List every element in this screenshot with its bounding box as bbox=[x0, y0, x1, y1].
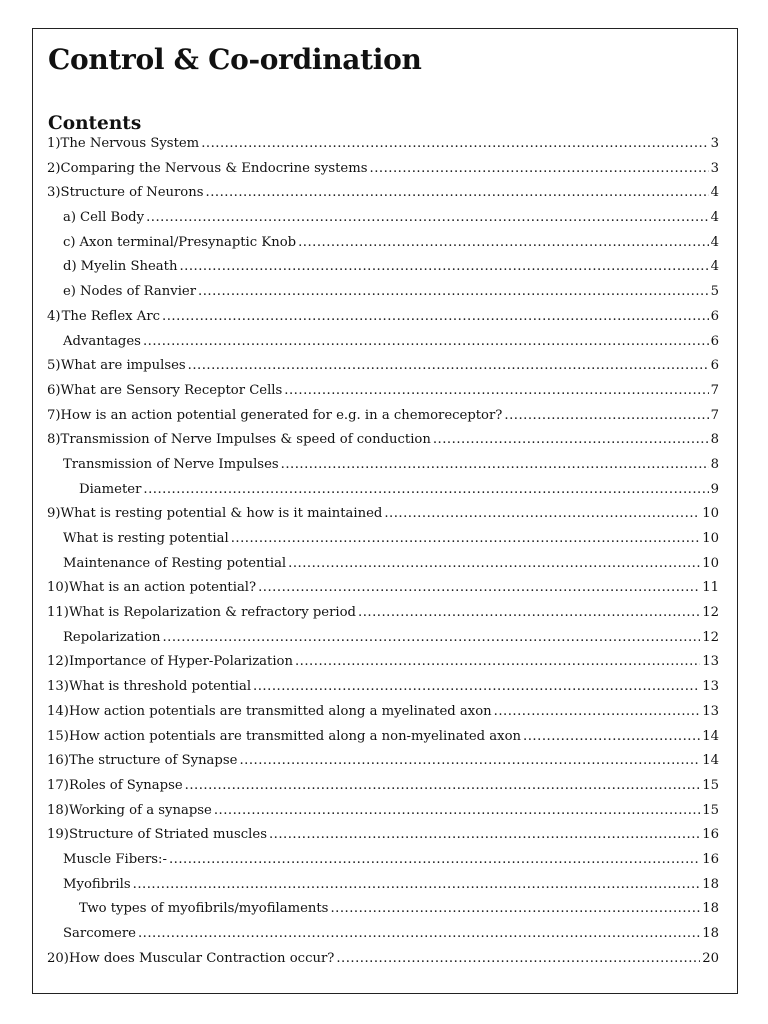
toc-entry-number: 1) bbox=[47, 136, 61, 151]
toc-entry-label: Advantages bbox=[63, 333, 141, 349]
toc-entry-label: How does Muscular Contraction occur? bbox=[68, 950, 335, 966]
toc-entry-page-number: 16 bbox=[702, 827, 719, 843]
toc-dot-leader bbox=[494, 700, 701, 725]
toc-entry[interactable] bbox=[33, 305, 739, 330]
toc-dot-leader bbox=[433, 428, 709, 453]
toc-entry-page-number: 14 bbox=[702, 753, 719, 769]
toc-dot-leader bbox=[214, 799, 700, 824]
toc-entry-page-number: 6 bbox=[710, 308, 719, 324]
toc-entry[interactable] bbox=[33, 379, 739, 404]
toc-entry-number: 2) bbox=[47, 160, 61, 176]
toc-entry-page-number: 13 bbox=[702, 654, 719, 670]
toc-entry-page-number: 7 bbox=[710, 407, 719, 423]
toc-entry-page-number: 10 bbox=[702, 531, 719, 546]
toc-dot-leader bbox=[384, 502, 700, 527]
toc-entry-page-number: 8 bbox=[710, 432, 719, 448]
toc-entry-label: What is threshold potential bbox=[68, 679, 252, 695]
toc-entry-label: What is resting potential bbox=[63, 531, 229, 546]
toc-entry-number: 9) bbox=[47, 506, 61, 522]
toc-entry-page-number: 15 bbox=[702, 802, 719, 818]
toc-entry-label: Roles of Synapse bbox=[68, 777, 183, 793]
toc-dot-leader bbox=[133, 873, 701, 898]
toc-dot-leader bbox=[284, 379, 708, 404]
document-title: Control & Co-ordination bbox=[48, 43, 422, 76]
toc-entry-label: Structure of Striated muscles bbox=[68, 827, 267, 843]
toc-entry-page-number: 20 bbox=[702, 950, 719, 966]
toc-dot-leader bbox=[258, 576, 700, 601]
toc-entry[interactable] bbox=[33, 675, 739, 700]
toc-entry-number: a) bbox=[63, 210, 77, 226]
contents-heading: Contents bbox=[48, 113, 142, 134]
toc-dot-leader bbox=[138, 922, 700, 947]
toc-entry[interactable] bbox=[33, 206, 739, 231]
toc-entry-label: How action potentials are transmitted along a non-myelinated axon bbox=[68, 728, 522, 744]
toc-entry-page-number: 15 bbox=[702, 777, 719, 793]
toc-dot-leader bbox=[231, 527, 701, 552]
toc-entry-label: Nodes of Ranvier bbox=[79, 284, 197, 300]
toc-entry-page-number: 13 bbox=[702, 703, 719, 719]
toc-entry-page-number: 14 bbox=[702, 728, 719, 744]
toc-entry-page-number: 8 bbox=[710, 456, 719, 472]
toc-entry-label: Importance of Hyper-Polarization bbox=[68, 654, 293, 670]
toc-entry-page-number: 6 bbox=[710, 358, 719, 374]
toc-entry-number: 8) bbox=[47, 432, 61, 448]
toc-entry-label: What are impulses bbox=[60, 358, 186, 374]
toc-entry[interactable] bbox=[33, 502, 739, 527]
toc-entry-page-number: 11 bbox=[702, 580, 719, 596]
toc-dot-leader bbox=[143, 330, 709, 355]
toc-entry[interactable] bbox=[33, 181, 739, 206]
toc-entry-label: How action potentials are transmitted along a myelinated axon bbox=[68, 703, 492, 719]
toc-entry-label: Structure of Neurons bbox=[60, 185, 204, 201]
toc-entry-label: Diameter bbox=[79, 481, 142, 497]
toc-entry[interactable] bbox=[33, 157, 739, 182]
toc-entry-page-number: 4 bbox=[710, 210, 719, 226]
toc-entry-number: e) bbox=[63, 284, 76, 300]
toc-entry-page-number: 18 bbox=[702, 876, 719, 892]
toc-entry-label: Working of a synapse bbox=[68, 802, 212, 818]
toc-entry-page-number: 7 bbox=[710, 382, 719, 398]
toc-dot-leader bbox=[523, 725, 700, 750]
toc-entry-number: 14) bbox=[47, 703, 69, 719]
toc-dot-leader bbox=[504, 404, 708, 429]
toc-entry-label: The Nervous System bbox=[60, 136, 200, 151]
toc-dot-leader bbox=[336, 947, 700, 972]
toc-dot-leader bbox=[370, 157, 709, 182]
toc-entry[interactable] bbox=[33, 478, 739, 503]
toc-entry[interactable] bbox=[33, 330, 739, 355]
toc-dot-leader bbox=[298, 231, 709, 256]
toc-entry[interactable] bbox=[33, 280, 739, 305]
toc-dot-leader bbox=[198, 280, 709, 305]
toc-entry[interactable] bbox=[33, 354, 739, 379]
toc-entry-label: Repolarization bbox=[63, 629, 161, 645]
toc-dot-leader bbox=[146, 206, 709, 231]
toc-entry[interactable] bbox=[33, 774, 739, 799]
toc-entry-label: How is an action potential generated for e.g. in a chemoreceptor? bbox=[60, 407, 503, 423]
toc-entry-number: 15) bbox=[47, 728, 69, 744]
toc-entry-number: 13) bbox=[47, 679, 69, 695]
toc-entry[interactable] bbox=[33, 650, 739, 675]
toc-entry[interactable] bbox=[33, 132, 739, 157]
toc-entry-label: Maintenance of Resting potential bbox=[63, 555, 287, 571]
toc-entry[interactable] bbox=[33, 404, 739, 429]
toc-entry-page-number: 10 bbox=[702, 555, 719, 571]
toc-entry[interactable] bbox=[33, 799, 739, 824]
toc-entry[interactable] bbox=[33, 576, 739, 601]
toc-entry-number: 3) bbox=[47, 185, 61, 201]
toc-entry-page-number: 12 bbox=[702, 629, 719, 645]
toc-entry-page-number: 4 bbox=[710, 259, 719, 275]
toc-entry-label: Two types of myofibrils/myofilaments bbox=[79, 901, 329, 917]
toc-entry-label: What is an action potential? bbox=[68, 580, 257, 596]
toc-dot-leader bbox=[143, 478, 708, 503]
table-of-contents bbox=[33, 132, 739, 971]
toc-entry-label: Transmission of Nerve Impulses & speed of conduction bbox=[60, 432, 431, 448]
toc-entry-label: Comparing the Nervous & Endocrine systems bbox=[60, 160, 368, 176]
toc-dot-leader bbox=[162, 626, 700, 651]
toc-entry[interactable] bbox=[33, 255, 739, 280]
page-frame bbox=[32, 28, 738, 994]
toc-entry-number: 4) bbox=[47, 308, 61, 324]
toc-entry-page-number: 4 bbox=[710, 185, 719, 201]
toc-entry[interactable] bbox=[33, 231, 739, 256]
toc-entry-label: Myelin Sheath bbox=[80, 259, 178, 275]
toc-entry-page-number: 3 bbox=[710, 160, 719, 176]
toc-entry-page-number: 12 bbox=[702, 605, 719, 621]
toc-entry-number: 6) bbox=[47, 382, 61, 398]
toc-entry-label: Cell Body bbox=[80, 210, 145, 226]
toc-dot-leader bbox=[281, 453, 709, 478]
toc-entry-number: 17) bbox=[47, 777, 69, 793]
toc-entry-page-number: 18 bbox=[702, 901, 719, 917]
toc-dot-leader bbox=[288, 552, 700, 577]
toc-entry-label: What is resting potential & how is it maintained bbox=[60, 506, 383, 522]
toc-entry-page-number: 13 bbox=[702, 679, 719, 695]
toc-entry-number: 11) bbox=[47, 605, 69, 621]
toc-dot-leader bbox=[269, 823, 700, 848]
toc-entry-label: Sarcomere bbox=[63, 926, 136, 941]
toc-entry[interactable] bbox=[33, 626, 739, 651]
toc-entry-label: Axon terminal/Presynaptic Knob bbox=[79, 234, 297, 250]
toc-entry[interactable] bbox=[33, 428, 739, 453]
toc-entry-label: What are Sensory Receptor Cells bbox=[60, 382, 283, 398]
toc-entry-number: 7) bbox=[47, 407, 61, 423]
toc-dot-leader bbox=[206, 181, 709, 206]
toc-entry-number: c) bbox=[63, 234, 76, 250]
toc-dot-leader bbox=[179, 255, 708, 280]
toc-entry-number: 19) bbox=[47, 827, 69, 843]
toc-dot-leader bbox=[201, 132, 708, 157]
toc-entry-page-number: 6 bbox=[710, 333, 719, 349]
toc-entry-number: 20) bbox=[47, 950, 69, 966]
toc-entry-label: Muscle Fibers:- bbox=[63, 851, 167, 867]
toc-dot-leader bbox=[330, 897, 700, 922]
toc-entry-label: Myofibrils bbox=[63, 876, 131, 892]
toc-entry[interactable] bbox=[33, 823, 739, 848]
toc-entry-page-number: 4 bbox=[710, 234, 719, 250]
toc-entry[interactable] bbox=[33, 873, 739, 898]
toc-entry-label: What is Repolarization & refractory period bbox=[68, 605, 356, 621]
toc-entry-page-number: 18 bbox=[702, 926, 719, 941]
toc-entry-number: 10) bbox=[47, 580, 69, 596]
toc-entry-page-number: 10 bbox=[702, 506, 719, 522]
toc-entry-number: 5) bbox=[47, 358, 61, 374]
toc-entry-number: 18) bbox=[47, 802, 69, 818]
toc-entry[interactable] bbox=[33, 947, 739, 972]
toc-entry-label: Transmission of Nerve Impulses bbox=[63, 456, 279, 472]
toc-entry[interactable] bbox=[33, 601, 739, 626]
toc-entry[interactable] bbox=[33, 725, 739, 750]
toc-entry[interactable] bbox=[33, 527, 739, 552]
toc-dot-leader bbox=[188, 354, 709, 379]
toc-dot-leader bbox=[358, 601, 700, 626]
toc-dot-leader bbox=[295, 650, 700, 675]
toc-entry[interactable] bbox=[33, 453, 739, 478]
toc-entry-number: d) bbox=[63, 259, 77, 275]
toc-dot-leader bbox=[185, 774, 701, 799]
toc-entry-label: The Reflex Arc bbox=[61, 308, 161, 324]
toc-entry[interactable] bbox=[33, 700, 739, 725]
toc-entry-label: The structure of Synapse bbox=[68, 753, 238, 769]
toc-entry-page-number: 9 bbox=[710, 481, 719, 497]
toc-entry[interactable] bbox=[33, 897, 739, 922]
toc-entry-page-number: 5 bbox=[710, 284, 719, 300]
toc-dot-leader bbox=[239, 749, 700, 774]
toc-entry[interactable] bbox=[33, 749, 739, 774]
toc-dot-leader bbox=[162, 305, 709, 330]
toc-dot-leader bbox=[253, 675, 700, 700]
toc-entry-number: 12) bbox=[47, 654, 69, 670]
toc-entry[interactable] bbox=[33, 922, 739, 947]
toc-entry-number: 16) bbox=[47, 753, 69, 769]
toc-entry[interactable] bbox=[33, 848, 739, 873]
toc-entry-page-number: 3 bbox=[710, 136, 719, 151]
toc-entry-page-number: 16 bbox=[702, 851, 719, 867]
toc-dot-leader bbox=[169, 848, 700, 873]
toc-entry[interactable] bbox=[33, 552, 739, 577]
